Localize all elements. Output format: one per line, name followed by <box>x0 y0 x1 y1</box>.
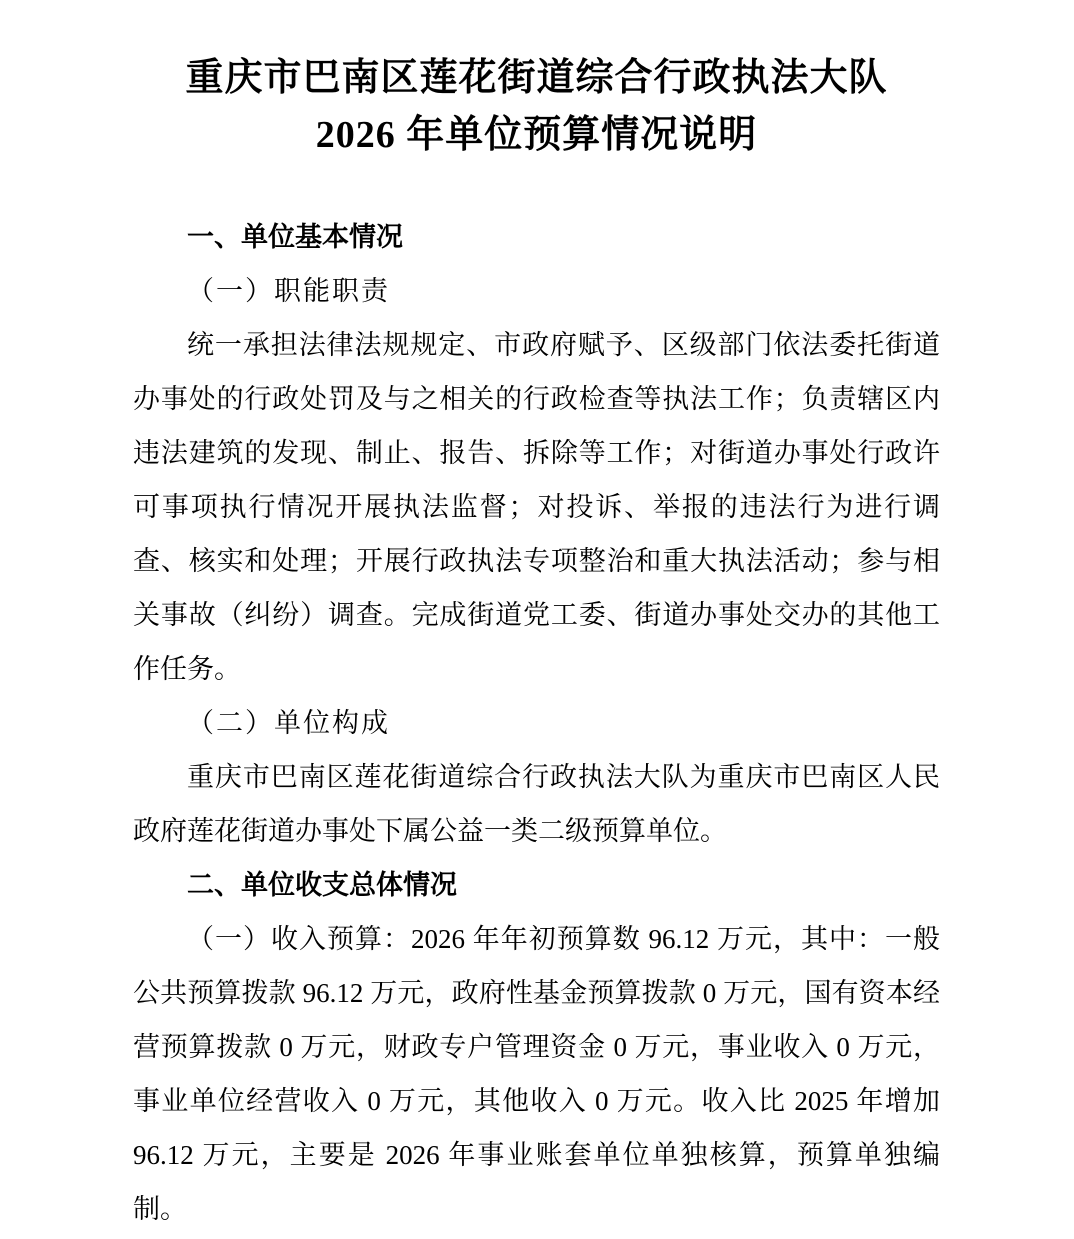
document-title-line2: 2026 年单位预算情况说明 <box>315 114 758 156</box>
section-heading-basic-info: 一、单位基本情况 <box>187 222 403 252</box>
document-title <box>133 50 940 164</box>
subsection-heading-composition: （二）单位构成 <box>187 708 390 738</box>
subsection-heading-duties: （一）职能职责 <box>187 276 390 306</box>
paragraph-composition: 重庆市巴南区莲花街道综合行政执法大队为重庆市巴南区人民政府莲花街道办事处下属公益一类二级预算单位。 <box>133 762 940 846</box>
paragraph-duties: 统一承担法律法规规定、市政府赋予、区级部门依法委托街道办事处的行政处罚及与之相关的行政检查等执法工作；负责辖区内违法建筑的发现、制止、报告、拆除等工作；对街道办事处行政许可事项执行情况开展执法监督；对投诉、举报的违法行为进行调查、核实和处理；开展行政执法专项整治和重大执法活动；参与相关事故（纠纷）调查。完成街道党工委、街道办事处交办的其他工作任务。 <box>133 330 940 684</box>
paragraph-income-budget: （一）收入预算：2026 年年初预算数 96.12 万元，其中：一般公共预算拨款 96.12 万元，政府性基金预算拨款 0 万元，国有资本经营预算拨款 0 万元，财政专户管理资金 0 万元，事业收入 0 万元，事业单位经营收入 0 万元，其他收入 0 万元。收入比 2025 年增加 96.12 万元，主要是 2026 年事业账套单位单独核算，预算单独编制。 <box>133 924 940 1224</box>
document-body <box>133 210 940 1236</box>
document-title-line1: 重庆市巴南区莲花街道综合行政执法大队 <box>185 57 888 99</box>
section-heading-budget-overview: 二、单位收支总体情况 <box>187 870 457 900</box>
